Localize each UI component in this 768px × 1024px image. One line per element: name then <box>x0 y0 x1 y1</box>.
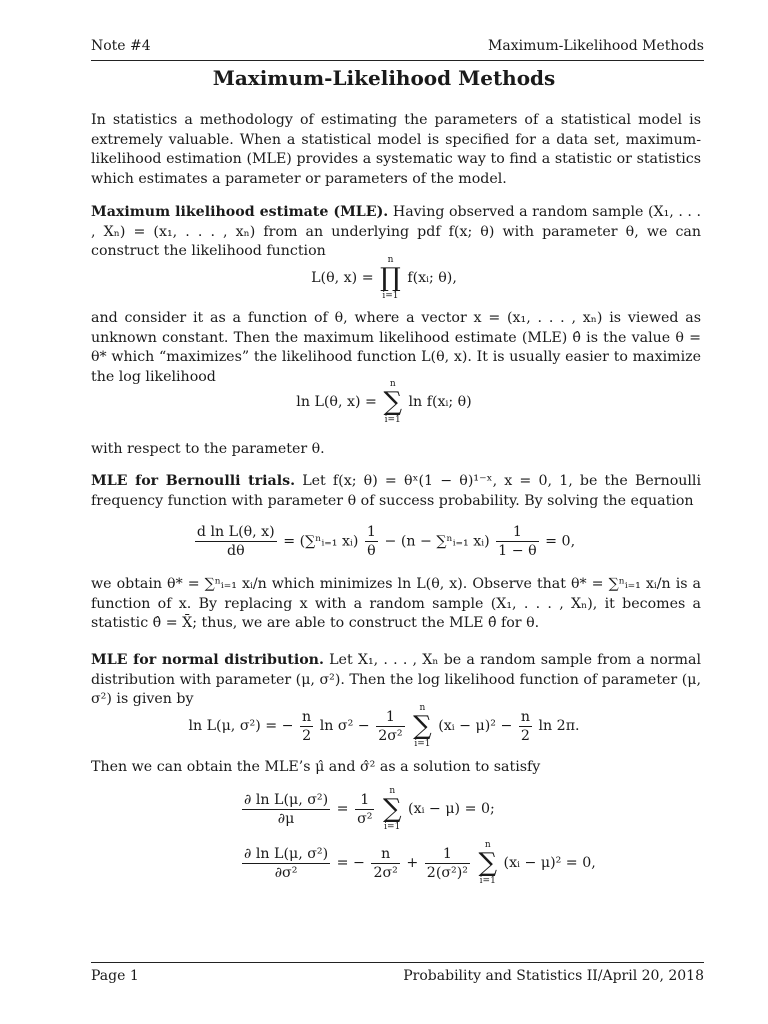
mle-heading: Maximum likelihood estimate (MLE). <box>91 204 389 220</box>
mle-paragraph <box>91 203 701 262</box>
derivative-sigma-frac-a: $\frac{n}{\text{2σ²}}$ <box>373 845 398 881</box>
bernoulli-derivative: $\frac{\text{d ln L(θ, x)}}{d\theta}$ <box>196 524 275 559</box>
mle-paragraph-3: with respect to the parameter θ. <box>91 441 325 457</box>
header-note-number: Note #4 <box>91 38 151 54</box>
derivative-sigma-sum: n ∑ i=1 <box>478 840 498 886</box>
bernoulli-heading: MLE for Bernoulli trials. <box>91 473 296 489</box>
normal-log-likelihood-equation <box>0 703 768 749</box>
normal-heading: MLE for normal distribution. <box>91 652 324 668</box>
derivative-mu-lhs: $\frac{\text{∂ ln L(μ, σ²)}}{\partial\mu}$ <box>244 791 329 827</box>
derivative-mu-equation <box>240 786 495 832</box>
bernoulli-text: Let f(x; θ) = θˣ(1 − θ)¹⁻ˣ, x = 0, 1, be the Bernoulli frequency function with parameter θ of success probability. By solving the equation <box>91 473 701 509</box>
mle-paragraph-2: and consider it as a function of θ, where a vector x = (x₁, . . . , xₙ) is viewed as unknown constant. Then the maximum likelihood estimate (MLE) θ̂ is the value θ = θ* which “maximizes” the likelihood function L(θ, x). It is usually easier to maximize the log likelihood <box>91 310 701 385</box>
bernoulli-eq-end: = 0, <box>545 533 576 550</box>
log-likelihood-equation <box>0 379 768 425</box>
bernoulli-equation <box>0 523 768 560</box>
normal-paragraph <box>91 651 701 710</box>
sum-operator: n ∑ i=1 <box>383 379 402 425</box>
footer-course-date: Probability and Statistics II/April 20, 2018 <box>403 968 704 984</box>
bernoulli-frac-one-minus-theta: $\frac{1}{1 - \theta}$ <box>498 524 537 559</box>
header-topic: Maximum-Likelihood Methods <box>488 38 704 54</box>
page-header <box>91 38 704 61</box>
bernoulli-frac-theta: $\frac{1}{\theta}$ <box>366 524 376 559</box>
normal-text: Let X₁, . . . , Xₙ be a random sample from a normal distribution with parameter (μ, σ²). Then the log likelihood function of parameter (μ, σ²) is given by <box>91 652 701 707</box>
page-title: Maximum-Likelihood Methods <box>212 66 556 90</box>
product-operator: n ∏ i=1 <box>380 255 401 301</box>
likelihood-rhs: f(xᵢ; θ), <box>407 270 457 286</box>
normal-frac-1-over-2sigma2: $\frac{1}{\text{2σ²}}$ <box>378 708 403 744</box>
derivative-mu-rest: (xᵢ − μ) = 0; <box>408 801 495 817</box>
bernoulli-eq-mid2: − (n − ∑ⁿᵢ₌₁ xᵢ) <box>384 533 490 550</box>
derivative-sigma-equals: = − <box>336 855 365 871</box>
derivative-mu-frac: $\frac{1}{\text{σ²}}$ <box>357 791 373 827</box>
derivative-mu-equals: = <box>336 801 349 817</box>
log-likelihood-lhs: ln L(θ, x) = <box>296 394 377 410</box>
likelihood-lhs: L(θ, x) = <box>311 270 374 286</box>
mle-text: Having observed a random sample (X₁, . . . , Xₙ) = (x₁, . . . , xₙ) from an underlying pdf f(x; θ) with parameter θ, we can construct the likelihood function <box>91 204 701 259</box>
derivative-sigma-frac-b: $\frac{1}{\text{2(σ²)²}}$ <box>426 845 468 881</box>
derivative-sigma-lhs: $\frac{\text{∂ ln L(μ, σ²)}}{\text{∂σ²}}$ <box>244 845 329 881</box>
normal-frac-n-over-2: $\frac{n}{2}$ <box>302 708 312 744</box>
likelihood-equation <box>0 255 768 301</box>
intro-paragraph: In statistics a methodology of estimating the parameters of a statistical model is extremely valuable. When a statistical model is specified for a data set, maximum-likelihood estimation (MLE) provides a systematic way to find a statistic or statistics which estimates a parameter or parameters of the model. <box>91 112 701 187</box>
footer-page-number: Page 1 <box>91 968 139 984</box>
normal-eq-ln-sigma: ln σ² − <box>319 718 370 734</box>
bernoulli-eq-mid: = (∑ⁿᵢ₌₁ xᵢ) <box>283 533 359 550</box>
normal-sum-operator: n ∑ i=1 <box>413 703 432 749</box>
normal-frac-n-over-2-b: $\frac{n}{2}$ <box>520 708 530 744</box>
normal-eq-lhs: ln L(μ, σ²) = − <box>188 718 294 734</box>
derivative-sigma-rest: (xᵢ − μ)² = 0, <box>503 855 596 871</box>
log-likelihood-rhs: ln f(xᵢ; θ) <box>408 394 472 410</box>
bernoulli-paragraph <box>91 472 701 511</box>
normal-eq-square-term: (xᵢ − μ)² − <box>438 718 513 734</box>
page-footer <box>91 962 704 991</box>
normal-paragraph-2: Then we can obtain the MLE’s μ̂ and σ̂² as a solution to satisfy <box>91 759 541 775</box>
normal-eq-ln-2pi: ln 2π. <box>538 718 580 734</box>
derivative-sigma-plus: + <box>406 855 419 871</box>
bernoulli-paragraph-2: we obtain θ* = ∑ⁿᵢ₌₁ xᵢ/n which minimizes ln L(θ, x). Observe that θ* = ∑ⁿᵢ₌₁ xᵢ/n is a function of x. By replacing x with a random sample (X₁, . . . , Xₙ), it becomes a statistic θ̂ = X̄; thus, we are able to construct the MLE θ̂ for θ. <box>91 576 701 631</box>
derivative-mu-sum: n ∑ i=1 <box>382 786 402 832</box>
derivative-sigma-equation <box>240 840 596 886</box>
